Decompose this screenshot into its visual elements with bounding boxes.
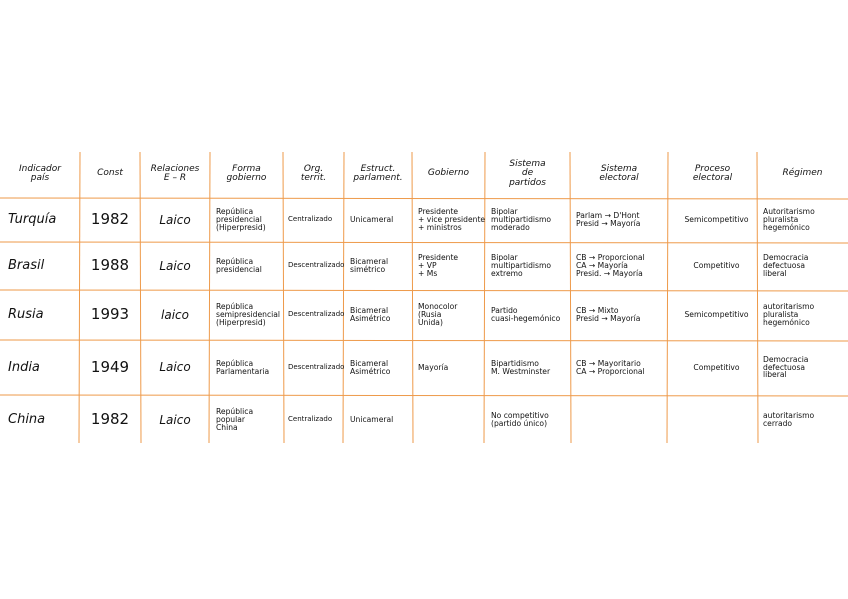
org-cell	[285, 342, 345, 393]
grid-row-line	[0, 290, 848, 291]
forma-cell	[212, 292, 285, 338]
estruct-cell-line: Bicameral	[350, 358, 389, 368]
partidos-cell-line: (partido único)	[491, 419, 548, 428]
org-cell-line: Descentralizado	[288, 261, 345, 270]
electoral-cell	[572, 342, 670, 393]
country-cell	[2, 292, 84, 338]
country-cell-text: Brasil	[8, 258, 45, 274]
constitution-year-cell-text: 1988	[90, 256, 130, 275]
relations-cell-text: Laico	[159, 412, 191, 427]
country-cell-text: India	[8, 359, 40, 375]
regimen-cell-line: defectuosa	[763, 362, 806, 372]
constitution-year-cell	[82, 244, 138, 288]
partidos-cell-line: No competitivo	[491, 411, 549, 421]
electoral-cell-line: CA → Mayoría	[576, 261, 628, 271]
forma-cell	[212, 342, 285, 393]
forma-cell-line: China	[216, 422, 238, 432]
proceso-cell	[670, 342, 759, 393]
constitution-year-cell	[82, 397, 138, 443]
estruct-cell-line: Unicameral	[350, 215, 394, 225]
relations-cell	[142, 342, 208, 393]
header-cell	[759, 152, 846, 196]
estruct-cell	[346, 200, 414, 240]
partidos-cell-line: moderado	[491, 222, 530, 232]
estruct-cell	[346, 342, 414, 393]
header-cell-line: parlament.	[353, 173, 403, 183]
header-cell-line: Sistema	[600, 163, 638, 174]
forma-cell	[212, 244, 285, 288]
partidos-cell-line: cuasi-hegemónico	[491, 314, 561, 323]
gobierno-cell	[414, 342, 487, 393]
header-cell-line: Estruct.	[360, 163, 396, 174]
gobierno-cell-line: Presidente	[418, 207, 459, 217]
estruct-cell-line: Bicameral	[350, 257, 389, 267]
gobierno-cell	[414, 397, 487, 443]
forma-cell-line: República	[216, 207, 254, 217]
partidos-cell	[487, 397, 572, 443]
handwritten-table	[0, 150, 848, 445]
electoral-cell-line: Parlam → D'Hont	[576, 211, 640, 221]
partidos-cell-line: Partido	[491, 306, 518, 316]
relations-cell	[142, 200, 208, 240]
grid-row-line	[0, 340, 848, 341]
electoral-cell-line: CB → Proporcional	[576, 253, 645, 263]
header-cell	[670, 152, 755, 196]
estruct-cell	[346, 397, 414, 443]
header-cell-line: Sistema	[509, 158, 546, 169]
header-cell-line: E – R	[163, 173, 187, 183]
partidos-cell	[487, 342, 572, 393]
electoral-cell-line: Presid. → Mayoría	[576, 268, 643, 278]
header-cell-line: territ.	[300, 173, 327, 183]
header-cell-line: gobierno	[226, 173, 267, 183]
country-cell	[2, 342, 84, 393]
gobierno-cell-line: Presidente	[418, 253, 459, 263]
constitution-year-cell	[82, 342, 138, 393]
proceso-cell	[670, 397, 759, 443]
regimen-cell-line: Autoritarismo	[763, 207, 815, 217]
partidos-cell-line: Bipartidismo	[491, 358, 539, 368]
country-cell	[2, 244, 84, 288]
regimen-cell-line: Democracia	[763, 253, 809, 263]
gobierno-cell-line: Mayoría	[418, 362, 449, 372]
gobierno-cell	[414, 200, 487, 240]
estruct-cell-line: Bicameral	[350, 306, 389, 316]
partidos-cell-line: Bipolar	[491, 253, 518, 263]
regimen-cell-line: liberal	[763, 268, 787, 278]
header-cell-line: Indicador	[19, 163, 61, 174]
header-cell	[487, 152, 568, 196]
header-cell-line: Const	[97, 168, 123, 179]
gobierno-cell-line: + ministros	[418, 222, 462, 232]
org-cell-line: Centralizado	[288, 215, 333, 224]
regimen-cell-line: defectuosa	[763, 261, 806, 271]
estruct-cell	[346, 292, 414, 338]
relations-cell	[142, 397, 208, 443]
proceso-cell-line: Semicompetitivo	[684, 310, 749, 320]
forma-cell-line: semipresidencial	[216, 310, 281, 320]
regimen-cell-line: pluralista	[763, 310, 799, 320]
partidos-cell	[487, 292, 572, 338]
header-cell-line: Gobierno	[427, 168, 470, 179]
regimen-cell	[759, 292, 848, 338]
partidos-cell-line: M. Westminster	[491, 366, 551, 376]
header-cell-line: país	[30, 173, 50, 183]
header-cell-line: electoral	[692, 173, 733, 183]
regimen-cell-line: cerrado	[763, 419, 793, 428]
constitution-year-cell	[82, 292, 138, 338]
relations-cell-text: laico	[161, 307, 189, 322]
proceso-cell	[670, 244, 759, 288]
org-cell	[285, 292, 345, 338]
header-cell-line: electoral	[599, 173, 639, 183]
relations-cell	[142, 244, 208, 288]
org-cell	[285, 200, 345, 240]
relations-cell-text: Laico	[159, 212, 191, 227]
country-cell	[2, 200, 84, 240]
grid-column-line	[209, 152, 210, 443]
country-cell	[2, 397, 84, 443]
regimen-cell-line: hegemónico	[763, 317, 810, 327]
regimen-cell	[759, 244, 848, 288]
org-cell-line: Descentralizado	[288, 362, 345, 371]
header-cell-line: Forma	[232, 163, 261, 174]
country-cell-text: China	[8, 412, 46, 428]
header-cell	[285, 152, 342, 196]
proceso-cell-line: Competitivo	[693, 261, 740, 271]
forma-cell-line: presidencial	[216, 265, 262, 274]
relations-cell-text: Laico	[159, 258, 191, 273]
forma-cell-line: República	[216, 302, 254, 312]
header-cell	[82, 152, 138, 196]
forma-cell	[212, 397, 285, 443]
partidos-cell	[487, 244, 572, 288]
partidos-cell-line: multipartidismo	[491, 261, 552, 271]
header-cell-line: Régimen	[782, 168, 823, 179]
forma-cell-line: (Hiperpresid)	[216, 222, 266, 232]
header-cell	[212, 152, 281, 196]
grid-row-line	[0, 242, 848, 243]
header-cell-line: Org.	[303, 163, 324, 174]
gobierno-cell	[414, 292, 487, 338]
proceso-cell	[670, 200, 759, 240]
estruct-cell-line: simétrico	[350, 265, 386, 274]
grid-row-line	[0, 198, 848, 199]
electoral-cell-line: CB → Mixto	[576, 306, 619, 316]
gobierno-cell	[414, 244, 487, 288]
gobierno-cell-line: Unida)	[418, 317, 443, 327]
partidos-cell-line: multipartidismo	[491, 215, 552, 225]
regimen-cell	[759, 200, 848, 240]
header-cell	[346, 152, 410, 196]
estruct-cell-line: Asimétrico	[350, 314, 391, 323]
estruct-cell-line: Unicameral	[350, 415, 394, 425]
gobierno-cell-line: Monocolor	[418, 302, 458, 312]
proceso-cell-line: Semicompetitivo	[684, 215, 749, 225]
proceso-cell-line: Competitivo	[693, 362, 740, 372]
relations-cell-text: Laico	[159, 360, 191, 375]
header-cell-line: Relaciones	[150, 163, 200, 174]
electoral-cell-line: CB → Mayoritario	[576, 358, 641, 368]
gobierno-cell-line: (Rusia	[418, 310, 442, 320]
header-cell-line: de	[521, 168, 534, 179]
constitution-year-cell-text: 1982	[90, 210, 130, 229]
org-cell-line: Descentralizado	[288, 310, 345, 319]
header-cell	[142, 152, 208, 196]
org-cell	[285, 244, 345, 288]
header-cell-line: Proceso	[694, 163, 731, 174]
country-cell-text: Rusia	[8, 307, 44, 323]
estruct-cell-line: Asimétrico	[350, 366, 391, 376]
electoral-cell	[572, 244, 670, 288]
grid-row-line	[0, 395, 848, 396]
electoral-cell-line: CA → Proporcional	[576, 366, 645, 376]
forma-cell	[212, 200, 285, 240]
partidos-cell-line: extremo	[491, 268, 523, 278]
grid-column-line	[140, 152, 141, 443]
regimen-cell-line: autoritarismo	[763, 411, 815, 421]
electoral-cell	[572, 397, 670, 443]
forma-cell-line: República	[216, 358, 254, 368]
forma-cell-line: presidencial	[216, 215, 262, 225]
constitution-year-cell	[82, 200, 138, 240]
electoral-cell-line: Presid → Mayoría	[576, 219, 641, 228]
forma-cell-line: (Hiperpresid)	[216, 317, 266, 327]
partidos-cell	[487, 200, 572, 240]
electoral-cell	[572, 292, 670, 338]
partidos-cell-line: Bipolar	[491, 207, 518, 217]
electoral-cell-line: Presid → Mayoría	[576, 314, 641, 323]
estruct-cell	[346, 244, 414, 288]
gobierno-cell-line: + vice presidente	[418, 215, 486, 225]
forma-cell-line: Parlamentaria	[216, 366, 270, 376]
forma-cell-line: República	[216, 407, 254, 417]
constitution-year-cell-text: 1982	[90, 410, 130, 429]
relations-cell	[142, 292, 208, 338]
constitution-year-cell-text: 1949	[90, 357, 130, 376]
proceso-cell	[670, 292, 759, 338]
regimen-cell-line: pluralista	[763, 215, 799, 225]
header-cell-line: partidos	[509, 177, 546, 188]
header-cell	[414, 152, 483, 196]
gobierno-cell-line: + Ms	[418, 268, 438, 278]
constitution-year-cell-text: 1993	[90, 305, 130, 324]
regimen-cell-line: hegemónico	[763, 222, 810, 232]
regimen-cell	[759, 342, 848, 393]
regimen-cell-line: Democracia	[763, 354, 809, 364]
header-cell	[2, 152, 78, 196]
regimen-cell-line: liberal	[763, 370, 787, 380]
country-cell-text: Turquía	[8, 212, 57, 228]
forma-cell-line: popular	[216, 415, 245, 425]
header-cell	[572, 152, 666, 196]
forma-cell-line: República	[216, 257, 254, 267]
electoral-cell	[572, 200, 670, 240]
gobierno-cell-line: + VP	[418, 261, 437, 271]
regimen-cell	[759, 397, 848, 443]
org-cell	[285, 397, 345, 443]
org-cell-line: Centralizado	[288, 415, 333, 424]
regimen-cell-line: autoritarismo	[763, 302, 815, 312]
